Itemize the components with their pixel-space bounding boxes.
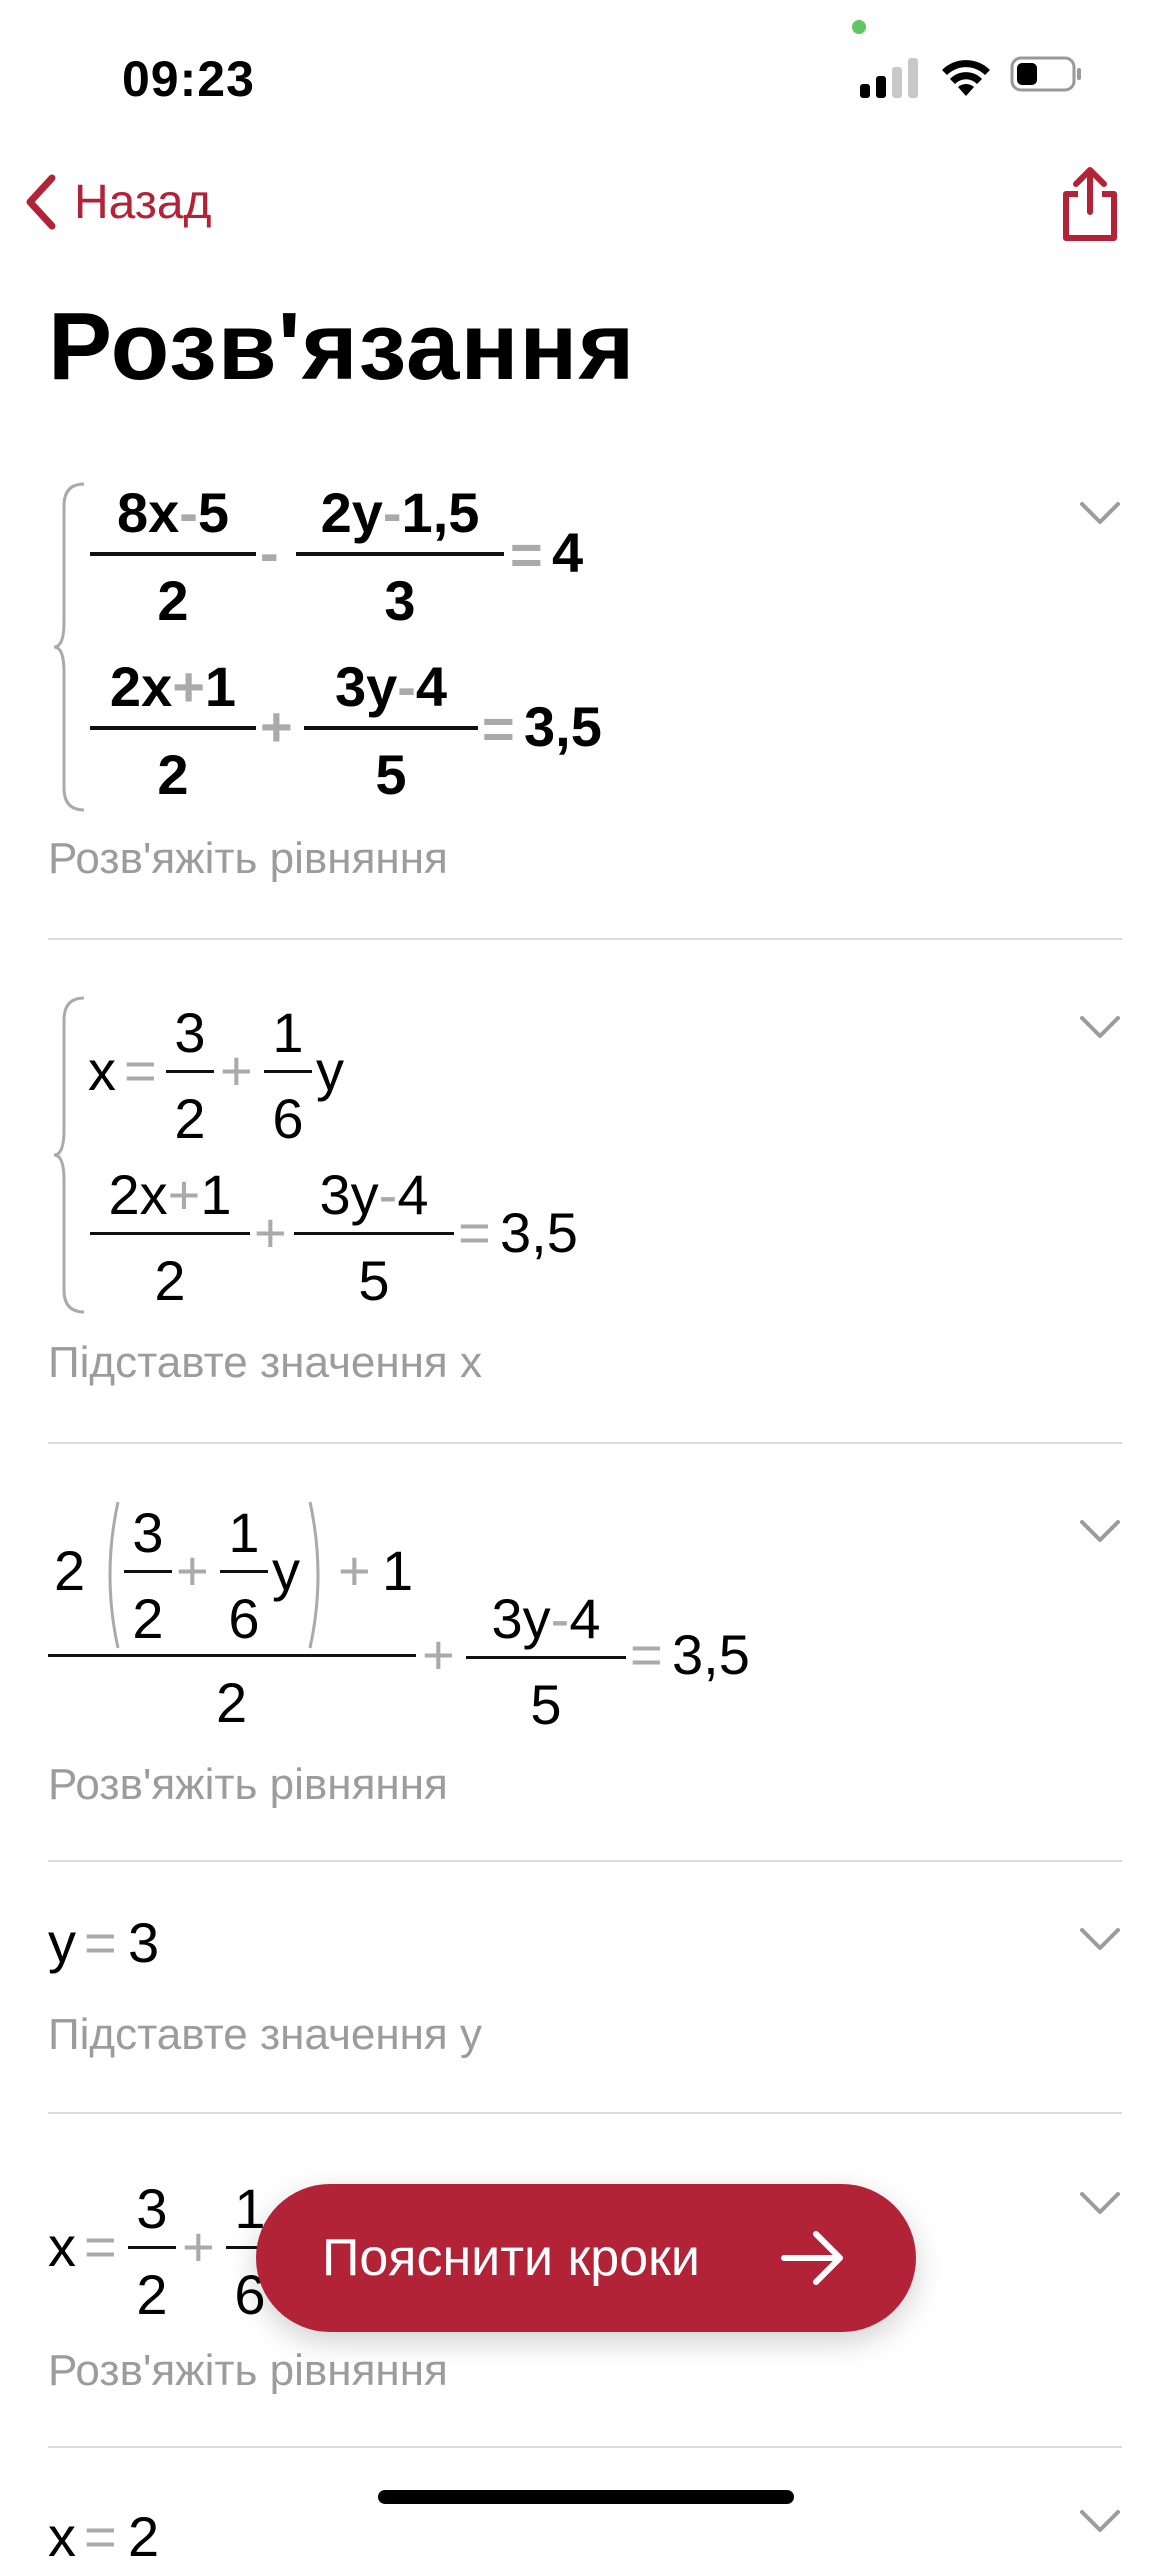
chevron-down-icon[interactable] (1078, 1014, 1122, 1042)
step-divider (48, 1860, 1122, 1862)
status-time: 09:23 (122, 51, 255, 107)
math-operator: - (382, 481, 402, 544)
math-digit: 1 (200, 1163, 232, 1226)
math-digit: 1 (204, 655, 237, 718)
math-value: 3,5 (672, 1623, 750, 1686)
math-digit: 1 (272, 1001, 304, 1064)
math-equals: = (630, 1623, 663, 1686)
step-1[interactable] (48, 470, 1122, 890)
status-bar (0, 0, 1170, 150)
math-equals: = (84, 1911, 117, 1974)
math-digit: 2 (54, 1539, 86, 1602)
math-variable: y (522, 1587, 551, 1650)
fraction (90, 654, 256, 804)
chevron-down-icon[interactable] (1078, 1518, 1122, 1546)
chevron-down-icon[interactable] (1078, 2190, 1122, 2218)
fraction (304, 654, 478, 804)
math-operator: + (338, 1539, 371, 1602)
page-title: Розв'язання (48, 293, 636, 400)
privacy-indicator (852, 20, 866, 34)
back-label: Назад (74, 175, 212, 229)
math-digit: 4 (397, 1163, 429, 1226)
math-digit: 1 (382, 1539, 414, 1602)
step-divider (48, 938, 1122, 940)
math-operator: + (167, 1163, 201, 1226)
math-operator: - (397, 655, 416, 718)
math-variable: x (88, 1039, 116, 1102)
math-digit: 6 (234, 2263, 266, 2326)
home-indicator[interactable] (378, 2490, 794, 2504)
fraction-bar (466, 1656, 626, 1659)
step-2[interactable] (48, 990, 1122, 1410)
math-variable: x (48, 2505, 76, 2568)
fraction-bar (166, 1070, 214, 1073)
math-value: 3 (128, 1911, 160, 1974)
math-operator: + (182, 2215, 215, 2278)
math-digit: 2 (157, 743, 189, 806)
fraction (296, 480, 504, 630)
system-brace (52, 482, 92, 812)
fraction-bar (128, 2246, 176, 2249)
math-variable: y (272, 1539, 300, 1602)
step-divider (48, 2446, 1122, 2448)
fraction-bar (48, 1654, 416, 1657)
step-3[interactable] (48, 1494, 1122, 1824)
math-digit: 5 (530, 1673, 562, 1736)
math-digit: 2 (154, 1249, 186, 1312)
right-paren (306, 1500, 330, 1650)
math-variable: x (48, 2215, 76, 2278)
math-value: 2 (128, 2505, 160, 2568)
step-divider (48, 1442, 1122, 1444)
math-digit: 2 (136, 2263, 168, 2326)
back-button[interactable] (22, 172, 212, 232)
math-digit: 6 (228, 1587, 260, 1650)
step-hint: Розв'яжіть рівняння (48, 834, 448, 883)
math-digit: 2 (157, 569, 189, 632)
system-brace (52, 996, 92, 1314)
battery-icon (1010, 56, 1082, 92)
fraction (90, 1162, 250, 1312)
math-value: 3,5 (500, 1201, 578, 1264)
math-digit: 4 (569, 1587, 601, 1650)
math-digit: 1 (234, 2177, 266, 2240)
math-digit: 4 (415, 655, 448, 718)
step-hint: Розв'яжіть рівняння (48, 2346, 448, 2395)
step-divider (48, 2112, 1122, 2114)
fraction-bar (90, 552, 256, 556)
math-operator: + (172, 655, 205, 718)
math-operator: + (260, 695, 293, 758)
step-4[interactable] (48, 1910, 1122, 2110)
math-digit: 6 (272, 1087, 304, 1150)
math-operator: + (254, 1201, 287, 1264)
share-icon[interactable] (1058, 164, 1122, 244)
math-equals: = (84, 2215, 117, 2278)
math-operator: + (220, 1039, 253, 1102)
step-hint: Розв'яжіть рівняння (48, 1760, 448, 1809)
math-digit: 3 (384, 569, 416, 632)
math-value: 4 (552, 521, 584, 584)
math-digit: 5 (358, 1249, 390, 1312)
fraction-bar (294, 1232, 454, 1235)
step-hint: Підставте значення x (48, 1338, 482, 1387)
math-variable: y (366, 655, 398, 718)
math-variable: y (351, 481, 383, 544)
math-variable: y (350, 1163, 379, 1226)
math-digit: 3 (319, 1163, 351, 1226)
math-operator: - (550, 1587, 570, 1650)
left-paren (98, 1500, 122, 1650)
math-digit: 5 (375, 743, 407, 806)
math-equals: = (84, 2505, 117, 2568)
math-variable: y (316, 1039, 344, 1102)
math-variable: x (139, 1163, 168, 1226)
fraction (128, 2176, 176, 2326)
explain-steps-button[interactable] (256, 2184, 916, 2332)
wifi-icon (940, 54, 992, 98)
math-digit: 3 (334, 655, 367, 718)
math-equals: = (510, 523, 543, 586)
math-digit: 2 (216, 1671, 248, 1734)
chevron-left-icon (22, 172, 58, 232)
signal-icon (860, 58, 920, 98)
math-variable: x (148, 481, 180, 544)
fraction-bar (220, 1570, 268, 1573)
math-digit: 5 (197, 481, 230, 544)
math-digit: 2 (320, 481, 352, 544)
fraction (90, 480, 256, 630)
math-digit: 3 (174, 1001, 206, 1064)
math-variable: x (141, 655, 173, 718)
math-digit: 2 (108, 1163, 140, 1226)
fraction-bar (90, 726, 256, 730)
math-digit: 2 (132, 1587, 164, 1650)
step-hint: Підставте значення y (48, 2010, 482, 2059)
math-operator: + (422, 1623, 455, 1686)
math-digit: 8 (116, 481, 149, 544)
fraction (466, 1586, 626, 1736)
fraction-bar (124, 1570, 172, 1573)
math-digit: 3 (136, 2177, 168, 2240)
fraction (264, 1000, 312, 1150)
math-equals: = (458, 1201, 491, 1264)
math-digit: 3 (491, 1587, 523, 1650)
math-digit: 2 (174, 1087, 206, 1150)
math-digit: 1 (228, 1501, 260, 1564)
math-equals: = (482, 697, 515, 760)
math-digit: 3 (132, 1501, 164, 1564)
math-value: 3,5 (524, 695, 602, 758)
math-equals: = (124, 1039, 157, 1102)
explain-steps-label: Пояснити кроки (322, 2229, 700, 2287)
fraction (294, 1162, 454, 1312)
chevron-down-icon[interactable] (1078, 1926, 1122, 1954)
math-variable: y (48, 1911, 76, 1974)
fraction-bar (90, 1232, 250, 1235)
fraction-bar (296, 552, 504, 556)
math-operator: + (176, 1539, 209, 1602)
chevron-down-icon[interactable] (1078, 2508, 1122, 2536)
arrow-right-icon (780, 2230, 846, 2286)
fraction-bar (264, 1070, 312, 1073)
math-operator: - (260, 521, 279, 584)
fraction-bar (304, 726, 478, 730)
chevron-down-icon[interactable] (1078, 500, 1122, 528)
math-operator: - (179, 481, 198, 544)
math-operator: - (378, 1163, 398, 1226)
fraction (124, 1500, 172, 1650)
fraction (166, 1000, 214, 1150)
fraction (220, 1500, 268, 1650)
math-digit: 1,5 (401, 481, 480, 544)
math-digit: 2 (109, 655, 142, 718)
